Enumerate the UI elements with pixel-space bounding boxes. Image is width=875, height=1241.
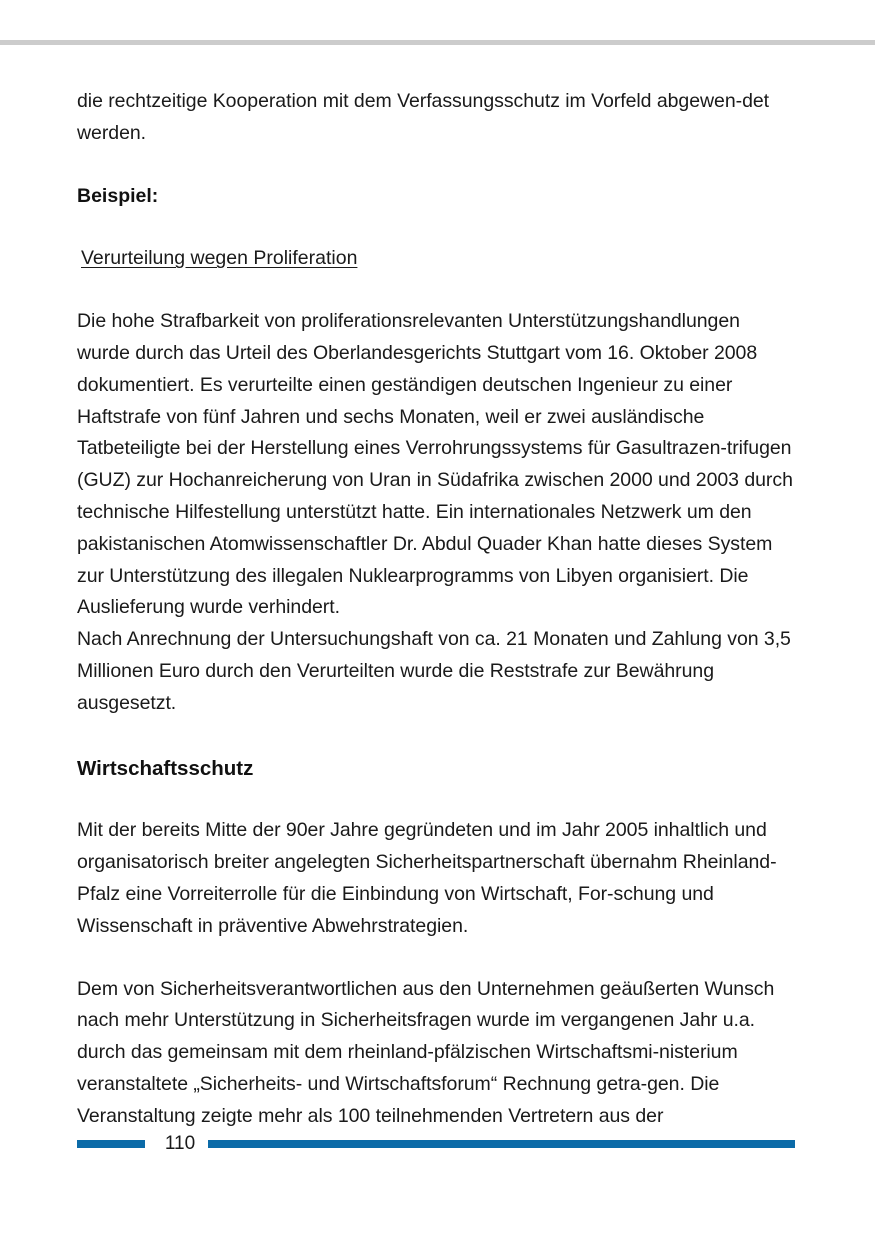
paragraph-proliferation: Die hohe Strafbarkeit von proliferationsrelevanten Unterstützungshandlungen wurde durch das Urteil des Oberlandesgerichts Stuttgart vom 16. Oktober 2008 dokumentiert. Es verurteilte einen geständigen deutschen Ingenieur zu einer Haftstrafe von fünf Jahren und sechs Monaten, weil er zwei ausländische Tatbeteiligte bei der Herstellung eines Verrohrungssystems für Gasultrazen-trifugen (GUZ) zur Hochanreicherung von Uran in Südafrika zwischen 2000 und 2003 durch technische Hilfestellung unterstützt hatte. Ein internationales Netzwerk um den pakistanischen Atomwissenschaftler Dr. Abdul Quader Khan hatte dieses System zur Unterstützung des illegalen Nuklearprogramms von Libyen organisiert. Die Auslieferung wurde verhindert. [77,310,793,619]
paragraph-unternehmen: Dem von Sicherheitsverantwortlichen aus den Unternehmen geäußerten Wunsch nach mehr Unterstützung in Sicherheitsfragen wurde im vergangenen Jahr u.a. durch das gemeinsam mit dem rheinland-pfälzischen Wirtschaftsmi-nisterium veranstaltete „Sicherheits- und Wirtschaftsforum“ Rechnung getra-gen. Die Veranstaltung zeigte mehr als 100 teilnehmenden Vertretern aus der [77,977,775,1127]
spacer [77,212,795,243]
label-beispiel: Beispiel: [77,184,159,207]
paragraph-sicherheitspartnerschaft: Mit der bereits Mitte der 90er Jahre gegründeten und im Jahr 2005 inhaltlich und organisatorisch breiter angelegten Sicherheitspartnerschaft übernahm Rheinland-Pfalz eine Vorreiterrolle für die Einbindung von Wirtschaft, For-schung und Wissenschaft in präventive Abwehrstrategien. [77,819,777,937]
spacer [77,784,795,815]
header-divider-rule [0,40,875,45]
spacer [77,943,795,974]
underlined-case-title [77,243,795,275]
page-number: 110 [164,1133,196,1154]
page-footer [77,1133,795,1154]
spacer [77,275,795,306]
page-content [77,86,795,1133]
paragraph-anrechnung: Nach Anrechnung der Untersuchungshaft von ca. 21 Monaten und Zahlung von 3,5 Millionen Euro durch den Verurteilten wurde die Reststrafe zur Bewährung ausgesetzt. [77,628,791,714]
section-heading-wirtschaftsschutz: Wirtschaftsschutz [77,756,254,780]
spacer [77,150,795,181]
footer-accent-bar-left [77,1140,145,1148]
spacer [77,720,795,753]
underlined-case-title-text: Verurteilung wegen Proliferation [81,247,358,270]
paragraph-continuation: die rechtzeitige Kooperation mit dem Verfassungsschutz im Vorfeld abgewen-det werden. [77,90,770,144]
footer-accent-bar-right [208,1140,795,1148]
